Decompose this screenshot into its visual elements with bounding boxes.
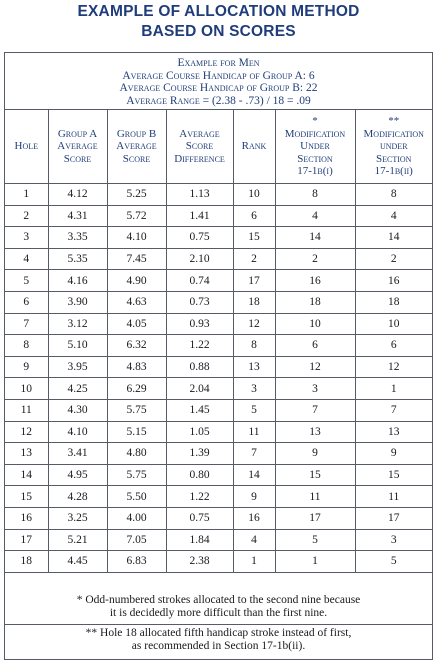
group-b-cell: 4.00 bbox=[107, 507, 166, 529]
example-line-2: Average Course Handicap of Group A: 6 bbox=[122, 69, 315, 82]
modification-i-cell: 5 bbox=[275, 529, 355, 551]
group-b-cell: 5.72 bbox=[107, 205, 166, 227]
modification-ii-cell: 11 bbox=[355, 486, 432, 508]
header-group-b: Group B Average Score bbox=[107, 110, 166, 184]
hole-cell: 15 bbox=[5, 486, 48, 508]
table-row bbox=[5, 421, 432, 443]
group-a-cell: 3.41 bbox=[48, 443, 107, 465]
footnote-2-line-1: ** Hole 18 allocated fifth handicap stroke instead of first, bbox=[85, 627, 352, 639]
difference-cell: 0.80 bbox=[166, 464, 233, 486]
group-b-cell: 5.75 bbox=[107, 399, 166, 421]
group-b-cell: 5.50 bbox=[107, 486, 166, 508]
rank-cell: 7 bbox=[233, 443, 275, 465]
header-score-difference: Average Score Difference bbox=[166, 110, 233, 184]
group-b-cell: 4.90 bbox=[107, 270, 166, 292]
modification-i-cell: 14 bbox=[275, 227, 355, 249]
difference-cell: 0.74 bbox=[166, 270, 233, 292]
difference-cell: 1.13 bbox=[166, 184, 233, 206]
hole-cell: 13 bbox=[5, 443, 48, 465]
group-a-cell: 3.25 bbox=[48, 507, 107, 529]
modification-i-cell: 7 bbox=[275, 399, 355, 421]
rank-cell: 17 bbox=[233, 270, 275, 292]
title-line-2: BASED ON SCORES bbox=[141, 23, 296, 40]
footnote-odd-strokes bbox=[5, 592, 432, 625]
group-b-cell: 7.05 bbox=[107, 529, 166, 551]
group-a-cell: 3.12 bbox=[48, 313, 107, 335]
group-a-cell: 3.90 bbox=[48, 291, 107, 313]
modification-i-cell: 10 bbox=[275, 313, 355, 335]
modification-ii-cell: 15 bbox=[355, 464, 432, 486]
hole-cell: 3 bbox=[5, 227, 48, 249]
rank-cell: 2 bbox=[233, 248, 275, 270]
footnote-1-line-2: it is decidedly more difficult than the first nine. bbox=[109, 607, 328, 619]
table-body bbox=[5, 184, 432, 573]
hole-cell: 4 bbox=[5, 248, 48, 270]
group-a-cell: 4.31 bbox=[48, 205, 107, 227]
table-row bbox=[5, 205, 432, 227]
difference-cell: 0.88 bbox=[166, 356, 233, 378]
header-modification-ii: ** Modification under Section 17-1b(ii) bbox=[355, 110, 432, 184]
modification-ii-cell: 4 bbox=[355, 205, 432, 227]
hole-cell: 8 bbox=[5, 335, 48, 357]
table-header-row bbox=[5, 110, 432, 184]
modification-i-cell: 4 bbox=[275, 205, 355, 227]
modification-ii-cell: 7 bbox=[355, 399, 432, 421]
title-line-1: EXAMPLE OF ALLOCATION METHOD bbox=[77, 3, 360, 20]
difference-cell: 1.05 bbox=[166, 421, 233, 443]
header-group-a: Group A Average Score bbox=[48, 110, 107, 184]
hole-cell: 12 bbox=[5, 421, 48, 443]
rank-cell: 4 bbox=[233, 529, 275, 551]
group-b-cell: 4.10 bbox=[107, 227, 166, 249]
hole-cell: 10 bbox=[5, 378, 48, 400]
hole-cell: 9 bbox=[5, 356, 48, 378]
hole-cell: 18 bbox=[5, 551, 48, 573]
hole-cell: 11 bbox=[5, 399, 48, 421]
table-row bbox=[5, 335, 432, 357]
table-row bbox=[5, 356, 432, 378]
modification-ii-cell: 16 bbox=[355, 270, 432, 292]
example-line-3: Average Course Handicap of Group B: 22 bbox=[119, 82, 318, 94]
footnote-1-line-1: * Odd-numbered strokes allocated to the second nine because bbox=[76, 594, 361, 606]
difference-cell: 1.22 bbox=[166, 486, 233, 508]
rank-cell: 5 bbox=[233, 399, 275, 421]
group-a-cell: 5.35 bbox=[48, 248, 107, 270]
modification-i-cell: 18 bbox=[275, 291, 355, 313]
allocation-table-frame bbox=[4, 52, 433, 660]
hole-cell: 7 bbox=[5, 313, 48, 335]
table-row bbox=[5, 443, 432, 465]
modification-i-cell: 13 bbox=[275, 421, 355, 443]
group-a-cell: 5.10 bbox=[48, 335, 107, 357]
header-rank: Rank bbox=[233, 110, 275, 184]
group-a-cell: 4.30 bbox=[48, 399, 107, 421]
table-row bbox=[5, 291, 432, 313]
group-b-cell: 6.83 bbox=[107, 551, 166, 573]
modification-i-cell: 15 bbox=[275, 464, 355, 486]
group-b-cell: 5.15 bbox=[107, 421, 166, 443]
rank-cell: 1 bbox=[233, 551, 275, 573]
page-title bbox=[0, 2, 437, 42]
group-b-cell: 6.29 bbox=[107, 378, 166, 400]
allocation-table bbox=[5, 110, 432, 573]
group-a-cell: 5.21 bbox=[48, 529, 107, 551]
hole-cell: 17 bbox=[5, 529, 48, 551]
modification-ii-cell: 10 bbox=[355, 313, 432, 335]
modification-ii-cell: 18 bbox=[355, 291, 432, 313]
rank-cell: 10 bbox=[233, 184, 275, 206]
table-row bbox=[5, 227, 432, 249]
table-row bbox=[5, 507, 432, 529]
modification-i-cell: 6 bbox=[275, 335, 355, 357]
header-modification-i: * Modification Under Section 17-1b(i) bbox=[275, 110, 355, 184]
rank-cell: 11 bbox=[233, 421, 275, 443]
difference-cell: 1.22 bbox=[166, 335, 233, 357]
difference-cell: 1.39 bbox=[166, 443, 233, 465]
modification-i-cell: 8 bbox=[275, 184, 355, 206]
modification-ii-cell: 13 bbox=[355, 421, 432, 443]
rank-cell: 13 bbox=[233, 356, 275, 378]
example-line-4: Average Range = (2.38 - .73) / 18 = .09 bbox=[126, 94, 311, 107]
group-a-cell: 3.35 bbox=[48, 227, 107, 249]
difference-cell: 2.10 bbox=[166, 248, 233, 270]
modification-i-cell: 16 bbox=[275, 270, 355, 292]
modification-ii-cell: 12 bbox=[355, 356, 432, 378]
group-b-cell: 4.83 bbox=[107, 356, 166, 378]
rank-cell: 12 bbox=[233, 313, 275, 335]
rank-cell: 8 bbox=[233, 335, 275, 357]
modification-ii-cell: 17 bbox=[355, 507, 432, 529]
rank-cell: 14 bbox=[233, 464, 275, 486]
group-a-cell: 4.28 bbox=[48, 486, 107, 508]
table-row bbox=[5, 399, 432, 421]
modification-i-cell: 2 bbox=[275, 248, 355, 270]
modification-i-cell: 17 bbox=[275, 507, 355, 529]
hole-cell: 14 bbox=[5, 464, 48, 486]
group-b-cell: 4.80 bbox=[107, 443, 166, 465]
rank-cell: 15 bbox=[233, 227, 275, 249]
rank-cell: 3 bbox=[233, 378, 275, 400]
group-a-cell: 4.25 bbox=[48, 378, 107, 400]
modification-ii-cell: 5 bbox=[355, 551, 432, 573]
group-a-cell: 3.95 bbox=[48, 356, 107, 378]
difference-cell: 2.38 bbox=[166, 551, 233, 573]
table-row bbox=[5, 270, 432, 292]
table-row bbox=[5, 551, 432, 573]
modification-ii-cell: 8 bbox=[355, 184, 432, 206]
table-row bbox=[5, 464, 432, 486]
group-a-cell: 4.10 bbox=[48, 421, 107, 443]
modification-i-cell: 12 bbox=[275, 356, 355, 378]
example-line-1: Example for Men bbox=[177, 57, 260, 69]
group-a-cell: 4.45 bbox=[48, 551, 107, 573]
modification-i-cell: 9 bbox=[275, 443, 355, 465]
table-row bbox=[5, 313, 432, 335]
table-row bbox=[5, 248, 432, 270]
modification-i-cell: 3 bbox=[275, 378, 355, 400]
group-b-cell: 5.25 bbox=[107, 184, 166, 206]
modification-i-cell: 1 bbox=[275, 551, 355, 573]
hole-cell: 2 bbox=[5, 205, 48, 227]
table-row bbox=[5, 486, 432, 508]
table-row bbox=[5, 184, 432, 206]
table-row bbox=[5, 529, 432, 551]
hole-cell: 5 bbox=[5, 270, 48, 292]
rank-cell: 9 bbox=[233, 486, 275, 508]
group-a-cell: 4.16 bbox=[48, 270, 107, 292]
modification-ii-cell: 14 bbox=[355, 227, 432, 249]
modification-ii-cell: 6 bbox=[355, 335, 432, 357]
group-b-cell: 5.75 bbox=[107, 464, 166, 486]
group-a-cell: 4.95 bbox=[48, 464, 107, 486]
group-b-cell: 7.45 bbox=[107, 248, 166, 270]
table-row bbox=[5, 378, 432, 400]
example-header bbox=[5, 53, 432, 110]
footnote-2-line-2: as recommended in Section 17-1b(ii). bbox=[131, 640, 306, 652]
hole-cell: 16 bbox=[5, 507, 48, 529]
hole-cell: 6 bbox=[5, 291, 48, 313]
modification-ii-cell: 1 bbox=[355, 378, 432, 400]
rank-cell: 18 bbox=[233, 291, 275, 313]
group-b-cell: 4.63 bbox=[107, 291, 166, 313]
rank-cell: 6 bbox=[233, 205, 275, 227]
rank-cell: 16 bbox=[233, 507, 275, 529]
modification-ii-cell: 9 bbox=[355, 443, 432, 465]
group-b-cell: 6.32 bbox=[107, 335, 166, 357]
footnote-hole-18 bbox=[5, 626, 432, 653]
header-hole: Hole bbox=[5, 110, 48, 184]
difference-cell: 1.45 bbox=[166, 399, 233, 421]
difference-cell: 1.41 bbox=[166, 205, 233, 227]
modification-ii-cell: 3 bbox=[355, 529, 432, 551]
hole-cell: 1 bbox=[5, 184, 48, 206]
difference-cell: 0.73 bbox=[166, 291, 233, 313]
group-a-cell: 4.12 bbox=[48, 184, 107, 206]
difference-cell: 1.84 bbox=[166, 529, 233, 551]
difference-cell: 0.75 bbox=[166, 227, 233, 249]
modification-i-cell: 11 bbox=[275, 486, 355, 508]
modification-ii-cell: 2 bbox=[355, 248, 432, 270]
difference-cell: 2.04 bbox=[166, 378, 233, 400]
difference-cell: 0.75 bbox=[166, 507, 233, 529]
difference-cell: 0.93 bbox=[166, 313, 233, 335]
group-b-cell: 4.05 bbox=[107, 313, 166, 335]
